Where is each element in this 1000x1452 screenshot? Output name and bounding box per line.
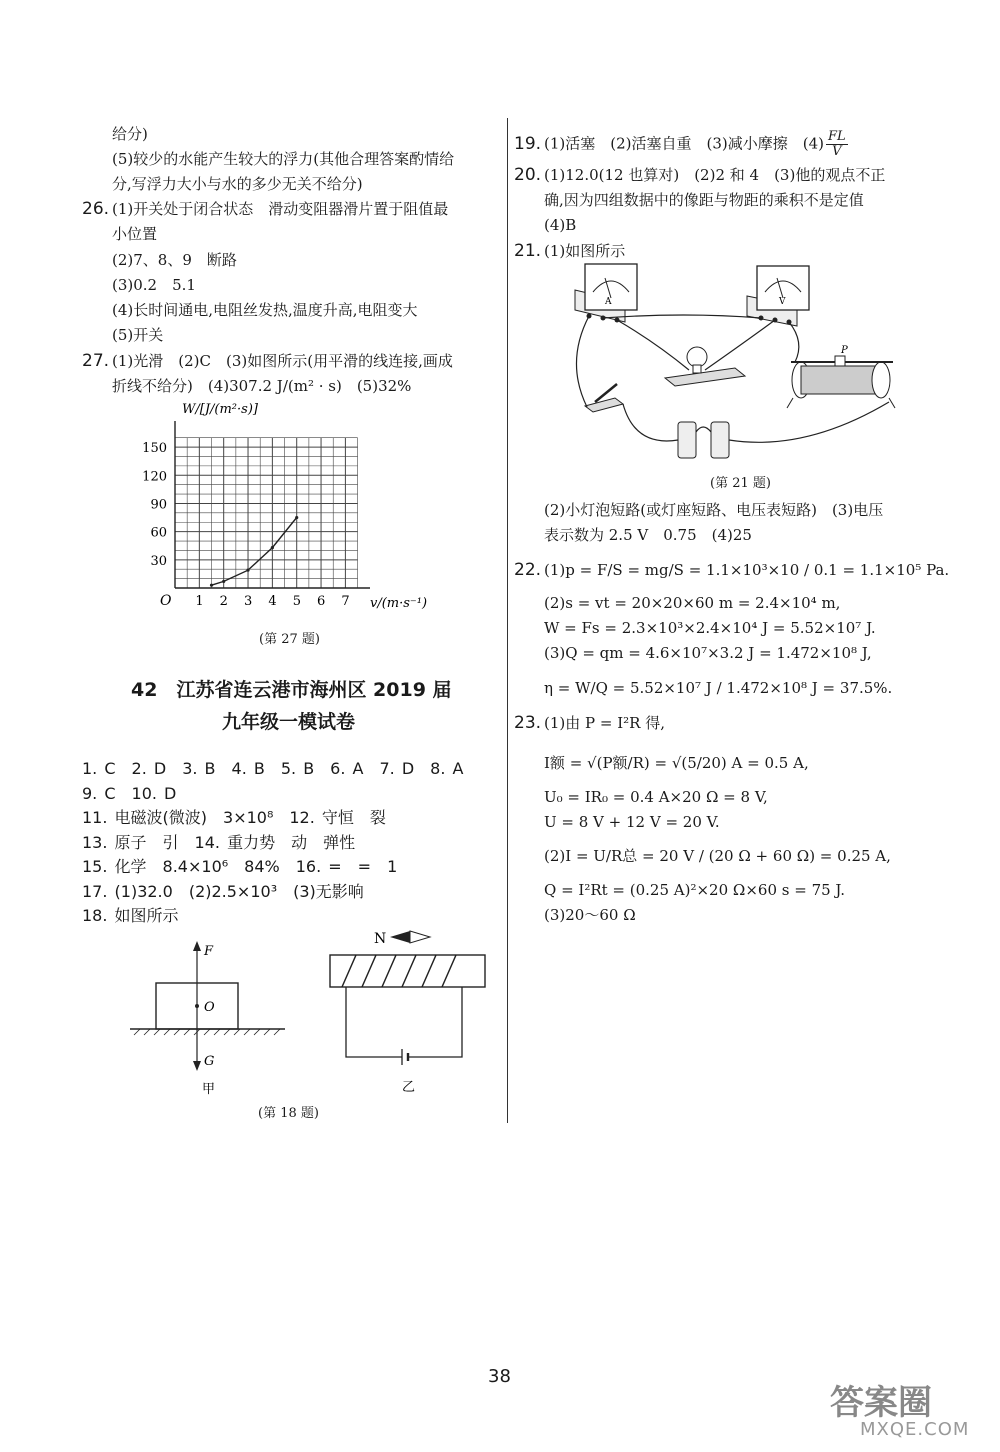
text-line: (1)12.0(12 也算对) (2)2 和 4 (3)他的观点不正 <box>544 166 886 184</box>
question-number: 23. <box>514 713 542 733</box>
figure-18 <box>120 925 500 1105</box>
text-line: 分,写浮力大小与水的多少无关不给分) <box>112 175 363 193</box>
figure-yi-label: 乙 <box>402 1080 416 1095</box>
question-23 <box>514 713 665 733</box>
question-21 <box>514 241 625 261</box>
question-number: 27. <box>82 351 110 371</box>
origin-label: O <box>160 593 172 609</box>
x-tick-label: 4 <box>268 594 277 609</box>
text-line: (2)7、8、9 断路 <box>112 251 237 269</box>
text-line: (4)长时间通电,电阻丝发热,温度升高,电阻变大 <box>112 301 418 319</box>
data-point <box>222 580 225 583</box>
slider-P-label: P <box>841 345 848 356</box>
data-point <box>295 516 298 519</box>
column-divider <box>507 118 508 1123</box>
watermark-url: MXQE.COM <box>860 1419 970 1440</box>
formula-line: (3)Q = qm = 4.6×10⁷×3.2 J = 1.472×10⁸ J, <box>544 644 872 662</box>
answer-line: 11. 电磁波(微波) 3×10⁸ 12. 守恒 裂 <box>82 808 386 827</box>
page-number: 38 <box>488 1366 511 1387</box>
text-line: (1)活塞 (2)活塞自重 (3)减小摩擦 (4) <box>544 134 824 153</box>
data-point <box>210 584 213 587</box>
answer-line: 17. (1)32.0 (2)2.5×10³ (3)无影响 <box>82 882 364 901</box>
text-line: 折线不给分) (4)307.2 J/(m² · s) (5)32% <box>112 377 412 395</box>
voltmeter <box>747 266 809 326</box>
answer-line: 13. 原子 引 14. 重力势 动 弹性 <box>82 833 356 852</box>
formula-line: U₀ = IR₀ = 0.4 A×20 Ω = 8 V, <box>544 788 768 806</box>
text-line: 确,因为四组数据中的像距与物距的乘积不是定值 <box>544 191 864 209</box>
y-tick-label: 90 <box>150 497 167 513</box>
formula-line: (3)20～60 Ω <box>544 906 636 924</box>
question-number: 26. <box>82 199 110 219</box>
section-subtitle: 九年级一模试卷 <box>222 711 356 733</box>
x-tick-label: 6 <box>317 594 326 609</box>
text-line: (4)B <box>544 216 577 234</box>
formula-line: W = Fs = 2.3×10³×2.4×10⁴ J = 5.52×10⁷ J. <box>544 619 876 637</box>
x-tick-label: 1 <box>195 594 204 609</box>
question-number: 19. <box>514 133 542 154</box>
x-tick-label: 5 <box>292 594 301 609</box>
y-tick-label: 30 <box>150 553 167 569</box>
text-line: (2)小灯泡短路(或灯座短路、电压表短路) (3)电压 <box>544 501 884 519</box>
rheostat <box>787 345 895 408</box>
force-F-label: F <box>204 944 214 959</box>
x-tick-label: 3 <box>244 594 253 609</box>
answer-line: 15. 化学 8.4×10⁶ 84% 16. = = 1 <box>82 857 398 876</box>
text-line: (1)光滑 (2)C (3)如图所示(用平滑的线连接,画成 <box>112 352 453 370</box>
text-line: (1)如图所示 <box>544 242 626 260</box>
answer-line: 1. C 2. D 3. B 4. B 5. B 6. A 7. D 8. A <box>82 759 464 778</box>
figure-18-caption: (第 18 题) <box>258 1106 319 1121</box>
lamp <box>665 347 745 386</box>
text-line: (3)0.2 5.1 <box>112 276 196 294</box>
y-tick-label: 60 <box>150 525 167 541</box>
gravity-G-label: G <box>204 1054 215 1069</box>
text-line: 给分) <box>112 125 148 143</box>
formula-line: U = 8 V + 12 V = 20 V. <box>544 813 720 831</box>
y-tick-label: 120 <box>142 469 167 485</box>
chart-27 <box>130 395 450 620</box>
center-O-label: O <box>204 1000 215 1015</box>
question-number: 21. <box>514 241 542 261</box>
site-watermark <box>830 1375 990 1445</box>
pole-N-label: N <box>374 931 387 947</box>
y-axis-label: W/[J/(m²·s)] <box>182 402 258 417</box>
voltmeter-label: V <box>779 297 786 307</box>
question-19 <box>514 130 848 159</box>
fraction-numerator: FL <box>828 129 846 144</box>
text-line: (1)开关处于闭合状态 滑动变阻器滑片置于阻值最 <box>112 200 449 218</box>
text-line: (5)开关 <box>112 326 164 344</box>
formula-line: η = W/Q = 5.52×10⁷ J / 1.472×10⁸ J = 37.5%. <box>544 679 893 697</box>
data-point <box>271 546 274 549</box>
formula-line: Q = I²Rt = (0.25 A)²×20 Ω×60 s = 75 J. <box>544 881 846 899</box>
ammeter <box>575 264 637 323</box>
text-line: 小位置 <box>112 225 158 243</box>
figure-jia-label: 甲 <box>202 1082 216 1097</box>
figure-27-caption: (第 27 题) <box>259 632 320 647</box>
text-line: 表示数为 2.5 V 0.75 (4)25 <box>544 526 752 544</box>
section-title: 42 江苏省连云港市海州区 2019 届 <box>131 679 452 701</box>
figure-21-caption: (第 21 题) <box>710 476 771 491</box>
x-tick-label: 2 <box>219 594 228 609</box>
x-tick-label: 7 <box>341 594 350 609</box>
answer-line: 18. 如图所示 <box>82 906 179 925</box>
figure-18-yi <box>330 931 485 1095</box>
y-tick-label: 150 <box>142 441 167 457</box>
x-axis-label: v/(m·s⁻¹) <box>370 596 428 611</box>
question-number: 22. <box>514 560 542 580</box>
question-26 <box>82 199 448 219</box>
data-point <box>246 569 249 572</box>
formula-line: (2)I = U/R总 = 20 V / (20 Ω + 60 Ω) = 0.25 A, <box>544 847 891 865</box>
question-27 <box>82 351 453 371</box>
figure-18-jia <box>130 941 285 1097</box>
data-curve <box>212 518 297 586</box>
formula-line: (1)由 P = I²R 得, <box>544 714 665 732</box>
watermark-logo-text: 答案圈 <box>830 1383 932 1423</box>
switch <box>585 384 623 412</box>
question-22 <box>514 560 949 580</box>
question-20 <box>514 165 885 185</box>
question-number: 20. <box>514 165 542 185</box>
answer-line: 9. C 10. D <box>82 784 177 803</box>
fraction-denominator: V <box>832 144 842 159</box>
formula-line: (2)s = vt = 20×20×60 m = 2.4×10⁴ m, <box>544 594 841 612</box>
formula-line: I额 = √(P额/R) = √(5/20) A = 0.5 A, <box>544 754 809 772</box>
formula-line: (1)p = F/S = mg/S = 1.1×10³×10 / 0.1 = 1.1×10⁵ Pa. <box>544 561 950 579</box>
fraction-fl-v <box>826 130 848 159</box>
figure-21 <box>565 262 925 474</box>
text-line: (5)较少的水能产生较大的浮力(其他合理答案酌情给 <box>112 150 455 168</box>
ammeter-label: A <box>605 297 612 307</box>
